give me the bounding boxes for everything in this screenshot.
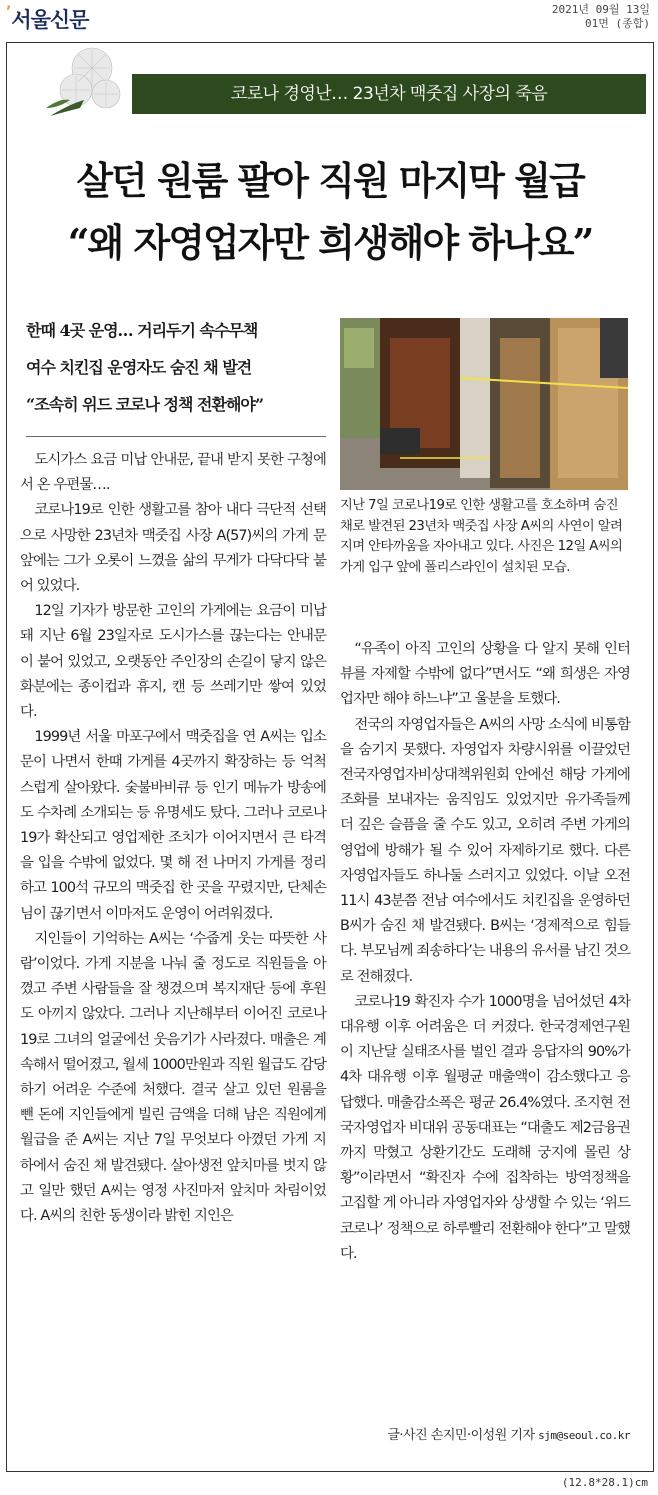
chrysanthemum-icon — [40, 38, 135, 123]
storefront-photo — [340, 318, 628, 490]
body-column-left — [20, 448, 326, 1229]
headline-line-1: 살던 원룸 팔아 직원 마지막 월급 — [76, 158, 584, 203]
paragraph: 코로나19로 인한 생활고를 참아 내다 극단적 선택으로 사망한 23년차 맥줏집 사장 A(57)씨의 가게 문 앞에는 그가 오롯이 느꼈을 삶의 무게가 다닥다닥 붙어 있었다. — [20, 502, 326, 595]
body-column-right — [340, 637, 630, 1267]
byline-email[interactable]: sjm@seoul.co.kr — [538, 1429, 630, 1442]
headline — [20, 150, 640, 274]
paragraph: 코로나19 확진자 수가 1000명을 넘어섰던 4차 대유행 이후 어려움은 더 커졌다. 한국경제연구원이 지난달 실태조사를 벌인 결과 응답자의 90%가 4차 대유행 이후 월평균 매출액이 감소했다고 응답했다. 매출감소폭은 평균 26.4%였다. 조지현 전국자영업자 비대위 공동대표는 “대출도 제2금융권까지 막혔고 상환기간도 도래해 궁지에 몰린 상황”이라면서 “확진자 수에 집착하는 방역정책을 고집할 게 아니라 자영업자와 상생할 수 있는 ‘위드 코로나’ 정책으로 하루빨리 전환해야 한다”고 말했다. — [340, 993, 630, 1262]
headline-line-2: “왜 자영업자만 희생해야 하나요” — [67, 220, 593, 265]
publish-date: 2021년 09월 13일 — [551, 3, 650, 16]
paragraph: 지인들이 기억하는 A씨는 ‘수줍게 웃는 따뜻한 사람’이었다. 가게 지분을 나눠 줄 정도로 직원들을 아꼈고 주변 사람들을 잘 챙겼으며 복지재단 등에 후원도 아끼지 않았다. 그러나 지난해부터 이어진 코로나19로 그녀의 얼굴에선 웃음기가 사라졌다. 매출은 계속해서 떨어졌고, 월세 1000만원과 직원 월급도 감당하기 어려운 수준에 처했다. 결국 살고 있던 원룸을 뺀 돈에 지인들에게 빌린 금액을 더해 남은 직원에게 월급을 준 A씨는 지난 7일 무엇보다 아꼈던 가게 지하에서 숨진 채 발견됐다. 살아생전 앞치마를 벗지 않고 일만 했던 A씨는 영정 사진마저 앞치마 차림이었다. A씨의 친한 동생이라 밝힌 지인은 — [20, 930, 326, 1225]
kicker-bar: 코로나 경영난… 23년차 맥줏집 사장의 죽음 — [132, 74, 646, 114]
byline — [340, 1424, 630, 1443]
article-size-note: (12.8*28.1)cm — [561, 1476, 648, 1489]
dateline — [552, 3, 650, 31]
paragraph: 1999년 서울 마포구에서 맥줏집을 연 A씨는 입소문이 나면서 한때 가게를 4곳까지 확장하는 등 억척스럽게 살아왔다. 숯불바비큐 등 인기 메뉴가 방송에도 수차례 소개되는 등 유명세도 탔다. 그러나 코로나19가 확산되고 영업제한 조치가 이어지면서 큰 타격을 입을 수밖에 없었다. 몇 해 전 나머지 가게를 정리하고 100석 규모의 맥줏집 한 곳을 꾸렸지만, 단체손님이 끊기면서 이마저도 운영이 어려워졌다. — [20, 729, 326, 922]
byline-names: 글·사진 손지민·이성원 기자 — [387, 1428, 535, 1443]
logo-text: 서울신문 — [11, 8, 89, 32]
page-number: 01면 (종합) — [585, 17, 650, 30]
paragraph: 12일 기자가 방문한 고인의 가게에는 요금이 미납돼 지난 6월 23일자로 도시가스를 끊는다는 안내문이 붙어 있었고, 오랫동안 주인장의 손길이 닿지 않은 화분에는 종이컵과 휴지, 캔 등 쓰레기만 쌓여 있었다. — [20, 603, 326, 721]
subhead-1: 한때 4곳 운영… 거리두기 속수무책 — [26, 321, 258, 340]
subhead-divider — [26, 436, 326, 437]
subhead-3: “조속히 위드 코로나 정책 전환해야” — [26, 395, 264, 414]
logo-mark-icon: ’ — [6, 4, 11, 20]
paragraph: “유족이 아직 고인의 상황을 다 알지 못해 인터뷰를 자제할 수밖에 없다”면서도 “왜 희생은 자영업자만 해야 하느냐”고 울분을 토했다. — [340, 641, 630, 708]
newspaper-logo — [6, 4, 88, 34]
paragraph: 도시가스 요금 미납 안내문, 끝내 받지 못한 구청에서 온 우편물…. — [20, 452, 326, 494]
paragraph: 전국의 자영업자들은 A씨의 사망 소식에 비통함을 숨기지 못했다. 자영업자 차량시위를 이끌었던 전국자영업자비상대책위원회 안에선 해당 가게에 조화를 보내자는 움직임도 있었지만 유가족들께 더 깊은 슬픔을 줄 수도 있고, 오히려 주변 가게의 영업에 방해가 될 수 있어 자제하기로 했다. 다른 자영업자들도 하나둘 스러지고 있었다. 이날 오전 11시 43분쯤 전남 여수에서도 치킨집을 운영하던 B씨가 숨진 채 발견됐다. B씨는 ‘경제적으로 힘들다. 부모님께 죄송하다’는 내용의 유서를 남긴 것으로 전해졌다. — [340, 716, 630, 985]
subheads — [26, 312, 326, 423]
subhead-2: 여수 치킨집 운영자도 숨진 채 발견 — [26, 358, 252, 377]
photo-caption: 지난 7일 코로나19로 인한 생활고를 호소하며 숨진 채로 발견된 23년차 맥줏집 사장 A씨의 사연이 알려지며 안타까움을 자아내고 있다. 사진은 12일 A씨의 가게 입구 앞에 폴리스라인이 설치된 모습. — [340, 498, 623, 575]
